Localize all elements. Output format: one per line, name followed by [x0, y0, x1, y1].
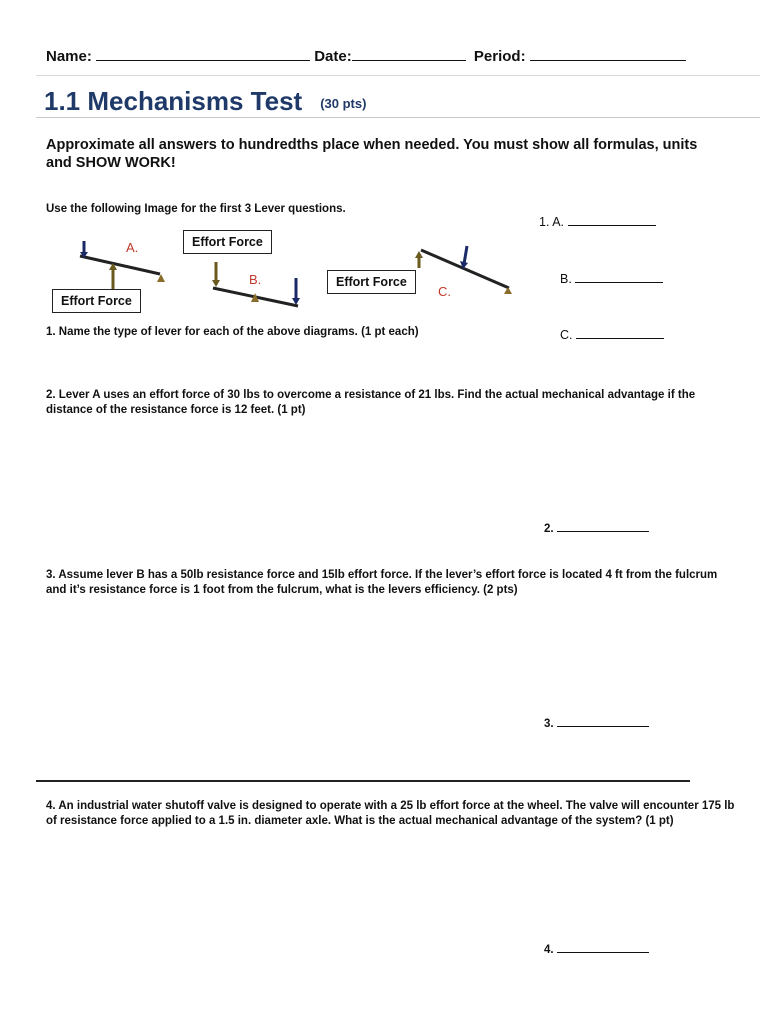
answer-2-blank[interactable] — [557, 531, 649, 532]
answer-4-label: 4. — [544, 944, 554, 956]
answer-1c — [560, 328, 664, 342]
question-2: 2. Lever A uses an effort force of 30 lbs to overcome a resistance of 21 lbs. Find the actual mechanical advantage if the distance of the resistance force is 12 feet. (1 pt) — [46, 389, 696, 416]
lever-a-beam — [80, 256, 160, 274]
lever-a-fulcrum — [157, 274, 165, 282]
question-4: 4. An industrial water shutoff valve is designed to operate with a 25 lb effort force at the wheel. The valve will encounter 175 lb of resistance force applied to a 1.5 in. diameter axle. What is the actual mechanical advantage of the system? (1 pt) — [46, 800, 735, 827]
answer-3-blank[interactable] — [557, 726, 649, 727]
lever-b-label: B. — [249, 272, 262, 287]
lever-c-effort-arrowhead — [415, 251, 423, 258]
question-3: 3. Assume lever B has a 50lb resistance force and 15lb effort force. If the lever’s effort force is located 4 ft from the fulcrum and it’s resistance force is 1 foot from the fulcrum, what is the levers efficiency. (2 pts) — [46, 569, 718, 596]
section-divider — [36, 780, 690, 782]
title-points: (30 pts) — [320, 95, 367, 111]
name-label: Name: — [46, 48, 92, 65]
lever-c-down-arrow — [464, 246, 467, 264]
answer-4-blank[interactable] — [557, 952, 649, 953]
lever-c-fulcrum — [504, 287, 512, 294]
answer-2 — [544, 521, 649, 535]
question-1: 1. Name the type of lever for each of the above diagrams. (1 pt each) — [46, 326, 419, 338]
date-label: Date: — [314, 48, 352, 65]
answer-1b — [560, 272, 663, 286]
effort-force-box-c: Effort Force — [327, 270, 416, 294]
effort-force-box-a: Effort Force — [52, 289, 141, 313]
effort-force-box-b: Effort Force — [183, 230, 272, 254]
answer-1a — [539, 215, 656, 229]
lever-c-label: C. — [438, 284, 451, 299]
lever-b-effort-arrowhead — [212, 280, 220, 287]
instructions: Approximate all answers to hundredths place when needed. You must show all formulas, units and SHOW WORK! — [46, 137, 698, 171]
answer-1b-label: B. — [560, 272, 572, 286]
lever-a-label: A. — [126, 240, 139, 255]
answer-2-label: 2. — [544, 523, 554, 535]
answer-1a-label: 1. A. — [539, 215, 565, 229]
answer-3-label: 3. — [544, 718, 554, 730]
period-label: Period: — [473, 48, 526, 65]
lever-c-drawing — [415, 246, 512, 294]
answer-1b-blank[interactable] — [575, 282, 663, 283]
image-note: Use the following Image for the first 3 Lever questions. — [46, 203, 346, 215]
lever-a-drawing — [80, 241, 165, 290]
answer-3 — [544, 716, 649, 730]
title-text: 1.1 Mechanisms Test — [44, 86, 303, 116]
answer-1c-label: C. — [560, 328, 573, 342]
answer-4 — [544, 942, 649, 956]
answer-1c-blank[interactable] — [576, 338, 664, 339]
answer-1a-blank[interactable] — [568, 225, 656, 226]
